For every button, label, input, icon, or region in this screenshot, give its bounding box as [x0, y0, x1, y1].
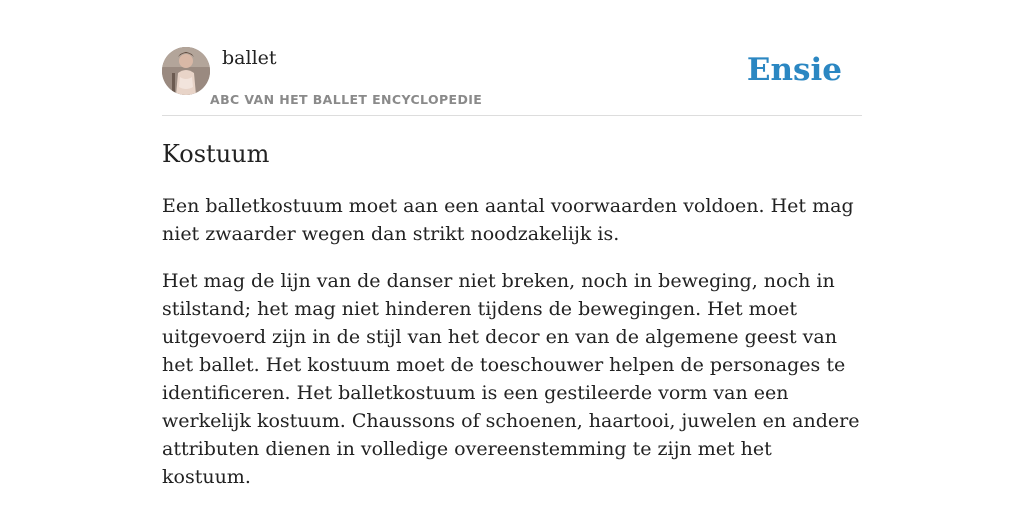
- article-content: [162, 192, 864, 510]
- article-paragraph: Een balletkostuum moet aan een aantal voorwaarden voldoen. Het mag niet zwaarder wegen dan strikt noodzakelijk is.: [162, 195, 854, 245]
- book-title[interactable]: ballet: [222, 47, 277, 69]
- ballet-dancer-image: [162, 47, 210, 95]
- ballet-dancer-avatar[interactable]: [162, 47, 210, 95]
- header: [162, 46, 862, 116]
- book-subtitle[interactable]: ABC VAN HET BALLET ENCYCLOPEDIE: [210, 92, 483, 107]
- ensie-logo-link[interactable]: Ensie: [746, 52, 842, 88]
- article-title: Kostuum: [162, 140, 270, 168]
- article-paragraph: Het mag de lijn van de danser niet breken, noch in beweging, noch in stilstand; het mag niet hinderen tijdens de bewegingen. Het moet uitgevoerd zijn in de stijl van het decor en van de algemene geest van het ballet. Het kostuum moet de toeschouwer helpen de personages te identificeren. Het balletkostuum is een gestileerde vorm van een werkelijk kostuum. Chaussons of schoenen, haartooi, juwelen en andere attributen dienen in volledige overeenstemming te zijn met het kostuum.: [162, 270, 860, 488]
